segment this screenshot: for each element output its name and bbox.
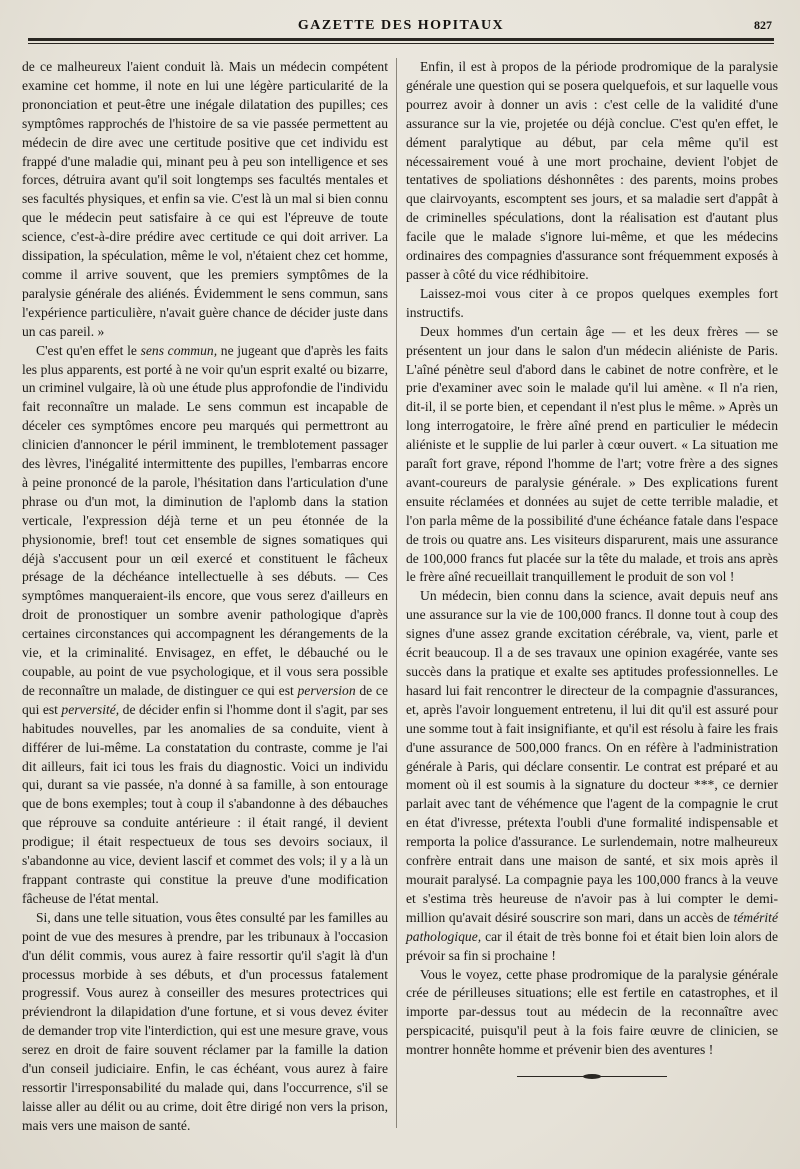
emphasis: témérité pathologique,	[406, 909, 778, 944]
paragraph: Deux hommes d'un certain âge — et les deux frères — se présentent un jour dans le salon d'un médecin aliéniste de Paris. L'aîné pénètre seul d'abord dans le cabinet de notre confrère, et le prie d'examiner avec soin le malade qu'il lui amène. « Il n'a rien, dit-il, il se porte bien, et cependant il n'est plus le même. » Après un long interrogatoire, le frère aîné prend en particulier le médecin aliéniste et le supplie de lui parler à cœur ouvert. « La situation me paraît fort grave, répond l'homme de l'art; votre frère a des signes avant-coureurs de paralysie générale. » Des explications furent ensuite réclamées et données au sujet de cette terrible maladie, et l'on parla même de la possibilité d'une échéance fatale dans l'espace de trois ou quatre ans. Les visiteurs disparurent, mais une assurance de 100,000 francs fut placée sur la tête du malade, et trois ans après le frère aîné recueillait tranquillement le produit de son vol !	[406, 323, 778, 585]
column-divider	[396, 58, 397, 1128]
emphasis: perversité,	[61, 701, 120, 717]
left-column	[22, 58, 388, 1136]
header-rule	[28, 38, 774, 44]
paragraph: Si, dans une telle situation, vous êtes consulté par les familles au point de vue des mesures à prendre, par les tribunaux à l'occasion d'un délit commis, vous aurez à faire ressortir qu'il s'agit là d'un processus morbide à ses débuts, et d'un processus fatalement progressif. Vous aurez à conseiller des mesures protectrices qui préviendront la dilapidation d'une fortune, et si vous devez éviter de demander trop vite l'interdiction, qui est une mesure grave, vous serez en droit de faire souvent réclamer par la famille la dation d'un conseil judiciaire. Enfin, le cas échéant, vous aurez à faire ressortir l'irresponsabilité du malade qui, dans l'occurrence, s'il se laisse aller au délit ou au crime, doit être dirigé non vers la prison, mais vers une maison de santé.	[22, 909, 388, 1133]
paragraph: Laissez-moi vous citer à ce propos quelques exemples fort instructifs.	[406, 285, 778, 320]
paragraph: Enfin, il est à propos de la période prodromique de la paralysie générale une question qui se posera quelquefois, et sur laquelle vous pourrez avoir à donner un avis : c'est celle de la validité d'une assurance sur la vie, projetée ou déjà conclue. C'est qu'en effet, le dément paralytique au début, par cela même qu'il est nécessairement voué à une mort prochaine, devient l'objet de tentatives de spoliations déshonnêtes : des parents, moins probes que clairvoyants, escomptent ses jours, et sa maladie sert d'appât à de criminelles spéculations, dont la réalisation est d'autant plus facile que le malade s'ignore lui-même, et que les médecins ordinaires des compagnies d'assurance sont fréquemment exposés à passer à côté du vice rédhibitoire.	[406, 59, 778, 282]
page-number: 827	[754, 18, 772, 32]
paragraph: de ce malheureux l'aient conduit là. Mais un médecin compétent examine cet homme, il note en lui une légère particularité de la prononciation et peut-être une inégale dilatation des pupilles; ces symptômes rapprochés de l'histoire de sa vie passée permettent au médecin de dire avec une certitude positive que cet individu est frappé d'une maladie qui, minant peu à peu son intelligence et ses forces, détruira avant qu'il soit longtemps ses facultés mentales et ses facultés physiques, et enfin sa vie. C'est là un mal si bien connu que le médecin peut satisfaire à ce qui est l'épreuve de toute science, c'est-à-dire prédire avec certitude ce qui doit arriver. La dissipation, la spéculation, même le vol, n'étaient chez cet homme, comme il arrive souvent, que les premiers symptômes de la paralysie générale des aliénés. Évidemment le sens commun, sans l'expérience particulière, n'avait guère chance de décider juste dans un cas pareil. »	[22, 59, 389, 339]
paragraph: Vous le voyez, cette phase prodromique de la paralysie générale crée de périlleuses situations; elle est fertile en catastrophes, et il importe par-dessus tout au médecin de la reconnaître avec perspicacité, puisqu'il peut à la fois faire œuvre de clinicien, se montrer honnête homme et prévenir bien des aventures !	[406, 966, 778, 1058]
section-end-ornament	[517, 1074, 667, 1080]
right-column	[406, 58, 778, 1080]
running-title: GAZETTE DES HOPITAUX	[297, 18, 505, 33]
emphasis: sens commun,	[140, 342, 218, 358]
paragraph: Un médecin, bien connu dans la science, avait depuis neuf ans une assurance sur la vie de 100,000 francs. Il donne tout à coup des signes d'une assez grande excitation cérébrale, va, vient, parle et écrit beaucoup. Il a de ses travaux une opinion exagérée, vante ses succès dans la pratique et exalte ses aptitudes professionnelles. Le hasard lui fait rencontrer le directeur de la compagnie d'assurances, et, après l'avoir longuement entretenu, il lui dit qu'il est assuré pour une somme tout à fait insignifiante, et qu'il est résolu à faire les frais d'une assurance de 500,000 francs. On en réfère à l'administration générale à Paris, qui déclare consentir. Le contrat est préparé et au moment où il est soumis à la signature du docteur ***, ce dernier parlait avec tant de véhémence que l'agent de la compagnie le crut en état d'ivresse, prétexta l'oubli d'une formalité indispensable et remporta la police d'assurance. Le surlendemain, notre malheureux confrère entrait dans une maison de santé, et six mois après il mourait paralysé. La compagnie paya les 100,000 francs à la veuve et s'estima très heureuse de n'avoir pas à lui compter le demi-million qu'avait désiré souscrire son mari, dans un accès de témérité pathologique, car il était de très bonne foi et était bien loin alors de prévoir sa fin si prochaine !	[406, 588, 778, 963]
paragraph: C'est qu'en effet le sens commun, ne jugeant que d'après les faits les plus apparents, est porté à ne voir qu'un esprit exalté ou bizarre, un criminel vulgaire, là où une étude plus approfondie de l'individu fait reconnaître un malade. Le sens commun est incapable de déceler ces symptômes encore peu marqués qui permettront au clinicien d'annoncer le péril imminent, le tremblotement passager des lèvres, l'inégalité intermittente des pupilles, l'embarras encore à peine prononcé de la parole, l'hésitation dans l'articulation d'une phrase ou d'un mot, la diminution de l'aplomb dans la station verticale, l'expression déjà terne et un peu étonnée de la physionomie, bref! tout cet ensemble de signes somatiques qui déjà s'accusent pour un œil exercé et constituent le fâcheux présage de la déchéance intellectuelle à ses débuts. — Ces symptômes manqueraient-ils encore, que vous serez d'ailleurs en droit de pronostiquer un sombre avenir pathologique d'après certaines circonstances qui accompagnent les dérangements de la vie, et la criminalité. Envisagez, en effet, le débauché ou le coupable, au point de vue psychologique, et il vous sera possible de reconnaître un malade, de distinguer ce qui est perversion de ce qui est perversité, de décider enfin si l'homme dont il s'agit, par ses habitudes nouvelles, par les anomalies de sa conduite, vient à différer de lui-même. La constatation du contraste, comme je l'ai dit ailleurs, fait ici tous les frais du diagnostic. Voici un individu qui, durant sa vie passée, n'a donné à sa famille, à son entourage que de bons exemples; tout à coup il s'abandonne à des débauches que réprouve sa conduite antérieure : il était rangé, il devient prodigue; il était respectueux de tous ses devoirs sociaux, il s'abandonne au vice, devient lascif et commet des vols; il y a là un frappant contraste qui constitue la preuve d'une modification fâcheuse de l'état mental.	[22, 342, 388, 906]
emphasis: perversion	[297, 682, 356, 698]
